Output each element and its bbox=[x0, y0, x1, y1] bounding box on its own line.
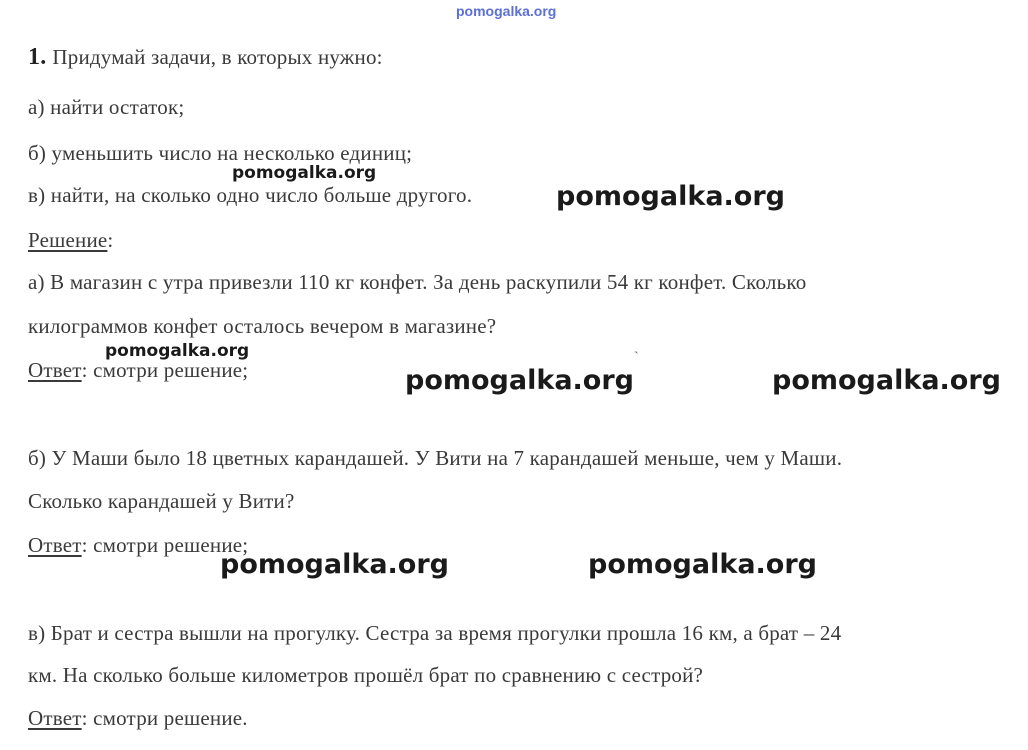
watermark: pomogalka.org bbox=[405, 365, 634, 396]
answer-label: Ответ bbox=[28, 706, 82, 730]
task-prompt: Придумай задачи, в которых нужно: bbox=[52, 45, 383, 69]
part-c-answer bbox=[28, 706, 248, 731]
answer-label: Ответ bbox=[28, 533, 82, 557]
part-c-line-1: в) Брат и сестра вышли на прогулку. Сестра за время прогулки прошла 16 км, а брат – 24 bbox=[28, 621, 842, 645]
answer-text: : смотри решение; bbox=[81, 358, 249, 382]
watermark: pomogalka.org bbox=[588, 549, 817, 580]
site-link[interactable]: pomogalka.org bbox=[456, 3, 557, 19]
task-number: 1. bbox=[28, 44, 47, 70]
task-heading bbox=[28, 44, 383, 71]
part-c-line-2: км. На сколько больше километров прошёл брат по сравнению с сестрой? bbox=[28, 663, 704, 687]
answer-text: : смотри решение. bbox=[81, 706, 248, 730]
part-a-line-1: а) В магазин с утра привезли 110 кг конфет. За день раскупили 54 кг конфет. Сколько bbox=[28, 270, 807, 294]
part-b-line-1: б) У Маши было 18 цветных карандашей. У Вити на 7 карандашей меньше, чем у Маши. bbox=[28, 446, 843, 470]
answer-label: Ответ bbox=[28, 358, 82, 382]
watermark: pomogalka.org bbox=[556, 181, 785, 212]
watermark: pomogalka.org bbox=[220, 549, 449, 580]
part-b-line-2: Сколько карандашей у Вити? bbox=[28, 489, 295, 513]
watermark-small: pomogalka.org bbox=[105, 341, 250, 361]
part-a-line-2: килограммов конфет осталось вечером в магазине? bbox=[28, 314, 497, 338]
solution-label: Решение bbox=[28, 228, 108, 252]
answer-text: : смотри решение; bbox=[81, 533, 249, 557]
solution-colon: : bbox=[107, 228, 114, 252]
part-a-answer bbox=[28, 358, 248, 383]
stray-mark: ` bbox=[634, 350, 639, 365]
solution-heading bbox=[28, 228, 113, 253]
part-b-answer bbox=[28, 533, 248, 558]
task-item-c: в) найти, на сколько одно число больше другого. bbox=[28, 183, 473, 207]
task-item-a: а) найти остаток; bbox=[28, 95, 185, 119]
task-item-b: б) уменьшить число на несколько единиц; bbox=[28, 141, 413, 165]
watermark: pomogalka.org bbox=[772, 365, 1001, 396]
watermark-small: pomogalka.org bbox=[232, 163, 377, 183]
